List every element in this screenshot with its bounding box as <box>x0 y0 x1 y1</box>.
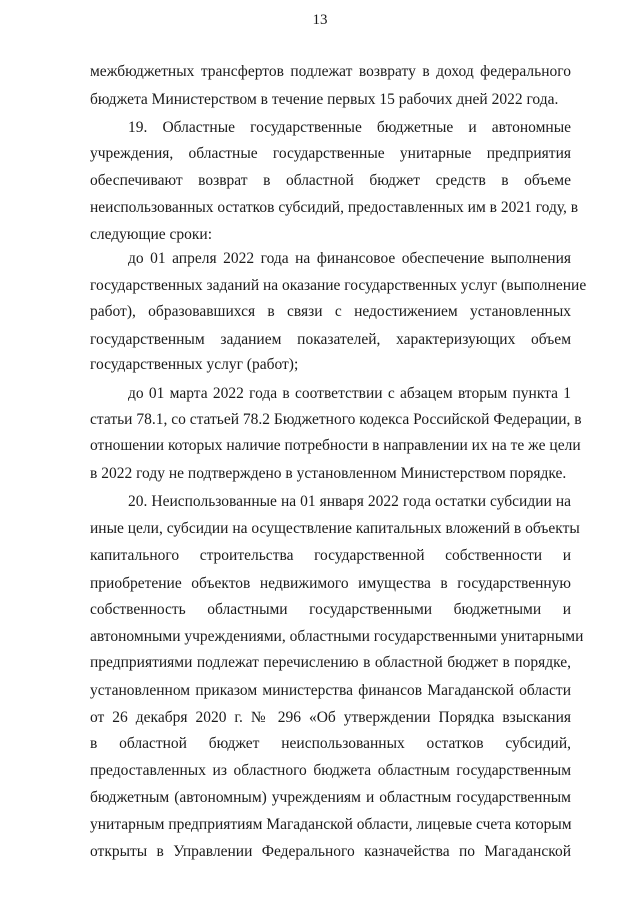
text-line: учреждения, областные государственные унитарные предприятия <box>90 145 571 162</box>
text-line: государственных услуг (работ); <box>90 356 299 373</box>
text-line: до 01 марта 2022 года в соответствии с абзацем вторым пункта 1 <box>128 385 571 402</box>
text-line: в областной бюджет неиспользованных остатков субсидий, <box>90 735 571 752</box>
text-line: 19. Областные государственные бюджетные и автономные <box>128 119 571 136</box>
text-line: бюджетным (автономным) учреждениям и областным государственным <box>90 789 571 806</box>
page-number: 13 <box>312 12 328 28</box>
text-line: предоставленных из областного бюджета областным государственным <box>90 762 571 779</box>
text-line: следующие сроки: <box>90 226 213 243</box>
text-line: отношении которых наличие потребности в направлении их на те же цели <box>90 437 581 454</box>
text-line: неиспользованных остатков субсидий, предоставленных им в 2021 году, в <box>90 199 579 216</box>
text-line: бюджета Министерством в течение первых 15 рабочих дней 2022 года. <box>90 91 559 108</box>
text-line: открыты в Управлении Федерального казначейства по Магаданской <box>90 843 571 860</box>
text-line: государственным заданием показателей, характеризующих объем <box>90 331 571 348</box>
text-line: иные цели, субсидии на осуществление капитальных вложений в объекты <box>90 520 580 537</box>
text-line: работ), образовавшихся в связи с недостижением установленных <box>90 303 571 320</box>
text-line: 20. Неиспользованные на 01 января 2022 года остатки субсидии на <box>128 493 571 510</box>
text-line: установленном приказом министерства финансов Магаданской области <box>90 682 571 699</box>
text-line: капитального строительства государственной собственности и <box>90 547 571 564</box>
text-line: от 26 декабря 2020 г. № 296 «Об утверждении Порядка взыскания <box>90 709 571 726</box>
text-line: обеспечивают возврат в областной бюджет средств в объеме <box>90 172 571 189</box>
text-line: приобретение объектов недвижимого имущества в государственную <box>90 575 571 592</box>
text-line: государственных заданий на оказание государственных услуг (выполнение <box>90 277 587 294</box>
text-line: унитарным предприятиям Магаданской области, лицевые счета которым <box>90 816 572 833</box>
text-line: собственность областными государственными бюджетными и <box>90 601 571 618</box>
text-line: межбюджетных трансфертов подлежат возврату в доход федерального <box>90 63 571 80</box>
text-line: предприятиями подлежат перечислению в областной бюджет в порядке, <box>90 654 571 671</box>
text-line: в 2022 году не подтверждено в установленном Министерством порядке. <box>90 465 567 482</box>
text-line: до 01 апреля 2022 года на финансовое обеспечение выполнения <box>128 250 571 267</box>
text-line: автономными учреждениями, областными государственными унитарными <box>90 628 584 645</box>
text-line: статьи 78.1, со статьей 78.2 Бюджетного кодекса Российской Федерации, в <box>90 411 582 428</box>
